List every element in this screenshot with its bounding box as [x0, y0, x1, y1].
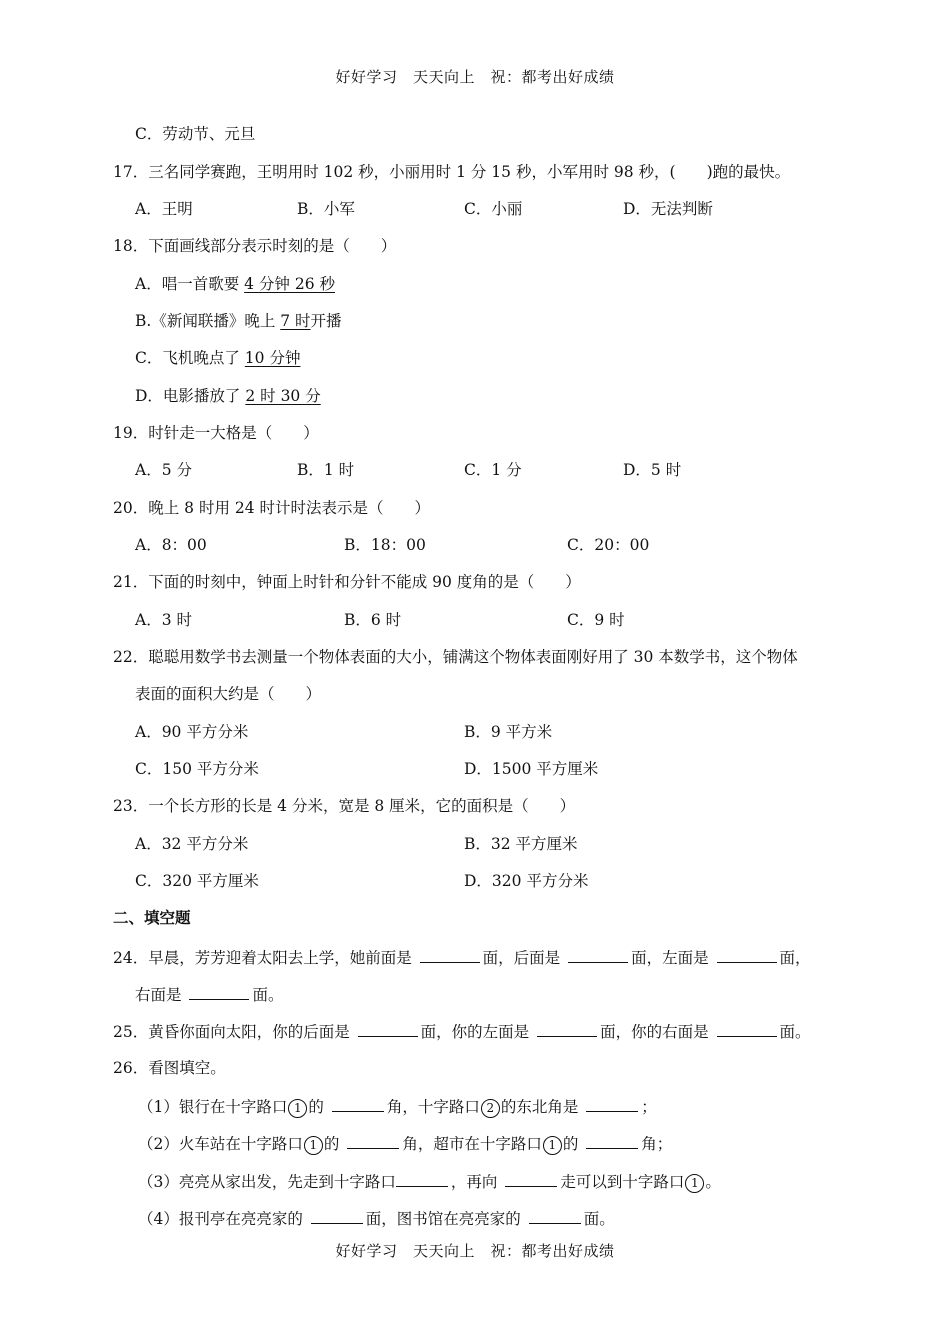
q18-option-d: [135, 386, 321, 406]
q19-option-b: B．1 时: [297, 461, 355, 479]
q22-stem-line1: 22．聪聪用数学书去测量一个物体表面的大小，铺满这个物体表面刚好用了 30 本数学书，这个物体: [113, 648, 798, 666]
q20-option-b: B．18：00: [344, 536, 426, 554]
q26-4-text-a: （4）报刊亭在亮亮家的: [138, 1210, 308, 1228]
q26-1-text-c: 角，十字路口: [386, 1098, 480, 1116]
q21-stem: 21．下面的时刻中，钟面上时针和分针不能成 90 度角的是（ ）: [113, 573, 581, 591]
q25-blank-right[interactable]: [717, 1020, 777, 1037]
q26-4-text-c: 面。: [583, 1210, 615, 1228]
q18-c-text: C．飞机晚点了: [135, 349, 245, 367]
q24-line2: [135, 983, 283, 1005]
q18-stem: 18．下面画线部分表示时刻的是（ ）: [113, 237, 397, 255]
q19-option-a: A．5 分: [135, 461, 192, 479]
q26-4-text-b: 面，图书馆在亮亮家的: [365, 1210, 526, 1228]
q24-text-6: 面。: [252, 986, 284, 1004]
q23-option-c: C．320 平方厘米: [135, 872, 259, 890]
q26-2-text-a: （2）火车站在十字路口: [138, 1135, 303, 1153]
q18-option-a: [135, 274, 335, 294]
q25-blank-back[interactable]: [358, 1020, 418, 1037]
q26-sub4: [138, 1207, 615, 1229]
q26-4-blank-2[interactable]: [529, 1207, 581, 1224]
q18-b-underlined: 7 时: [280, 312, 311, 330]
section-title-fill-in: 二、填空题: [113, 908, 191, 927]
q25-line: [113, 1020, 811, 1042]
q21-option-c: C．9 时: [567, 611, 625, 629]
q18-a-text: A．唱一首歌要: [135, 275, 245, 293]
q24-blank-front[interactable]: [420, 946, 480, 963]
q26-sub2: [138, 1132, 672, 1155]
q24-text-1: 24．早晨，芳芳迎着太阳去上学，她前面是: [113, 949, 417, 967]
q26-1-text-e: ；: [641, 1098, 657, 1116]
q26-2-blank-2[interactable]: [586, 1132, 638, 1149]
q17-option-d: D．无法判断: [623, 200, 713, 218]
q24-line1: [113, 946, 811, 968]
q22-option-b: B．9 平方米: [464, 723, 553, 741]
q26-1-text-d: 的东北角是: [500, 1098, 584, 1116]
q26-3-text-d: 。: [705, 1173, 721, 1191]
q22-option-a: A．90 平方分米: [135, 723, 249, 741]
q22-stem-line2: 表面的面积大约是（ ）: [135, 685, 322, 703]
q26-1-blank-1[interactable]: [332, 1095, 384, 1112]
q25-text-3: 面，你的右面是: [600, 1023, 714, 1041]
q26-3-text-b: ，再向: [450, 1173, 503, 1191]
q17-option-b: B．小军: [297, 200, 355, 218]
q26-stem: 26．看图填空。: [113, 1059, 226, 1077]
q19-option-c: C．1 分: [464, 461, 522, 479]
q26-3-text-a: （3）亮亮从家出发，先走到十字路口: [138, 1173, 396, 1191]
q22-option-c: C．150 平方分米: [135, 760, 259, 778]
q21-option-a: A．3 时: [135, 611, 192, 629]
q26-2-text-d: 的: [562, 1135, 584, 1153]
q18-a-underlined: 4 分钟 26 秒: [244, 275, 335, 293]
q24-blank-right[interactable]: [189, 983, 249, 1000]
q26-2-text-e: 角；: [641, 1135, 673, 1153]
q17-option-a: A．王明: [135, 200, 193, 218]
q26-2-text-c: 角，超市在十字路口: [402, 1135, 542, 1153]
q19-stem: 19．时针走一大格是（ ）: [113, 424, 319, 442]
q18-b-text-post: 开播: [310, 312, 342, 330]
q17-stem: 17．三名同学赛跑，王明用时 102 秒，小丽用时 1 分 15 秒，小军用时 98 秒，( )跑的最快。: [113, 163, 791, 181]
q24-text-5: 右面是: [135, 986, 187, 1004]
page-header: 好好学习 天天向上 祝：都考出好成绩: [335, 68, 615, 86]
q18-b-text: B.《新闻联播》晚上: [135, 312, 281, 330]
q26-1-text-b: 的: [308, 1098, 329, 1116]
q18-c-underlined: 10 分钟: [244, 349, 301, 367]
q18-d-underlined: 2 时 30 分: [245, 387, 321, 405]
q26-1-blank-2[interactable]: [586, 1095, 638, 1112]
circled-number-1: 1: [543, 1136, 562, 1155]
page-footer: 好好学习 天天向上 祝：都考出好成绩: [335, 1242, 615, 1260]
q26-2-blank-1[interactable]: [347, 1132, 399, 1149]
q20-option-a: A．8：00: [135, 536, 207, 554]
q26-1-text-a: （1）银行在十字路口: [138, 1098, 288, 1116]
q20-stem: 20．晚上 8 时用 24 时计时法表示是（ ）: [113, 499, 431, 517]
q26-3-blank-1[interactable]: [396, 1170, 448, 1187]
circled-number-1: 1: [288, 1099, 307, 1118]
q25-text-1: 25．黄昏你面向太阳，你的后面是: [113, 1023, 355, 1041]
q23-option-a: A．32 平方分米: [135, 835, 249, 853]
q21-option-b: B．6 时: [344, 611, 402, 629]
circled-number-1: 1: [685, 1174, 704, 1193]
q26-3-blank-2[interactable]: [505, 1170, 557, 1187]
q24-blank-back[interactable]: [568, 946, 628, 963]
q16-option-c: C．劳动节、元旦: [135, 125, 256, 143]
q25-text-4: 面。: [779, 1023, 811, 1041]
q23-option-d: D．320 平方分米: [464, 872, 589, 890]
q20-option-c: C．20：00: [567, 536, 650, 554]
q24-text-2: 面，后面是: [482, 949, 566, 967]
q25-text-2: 面，你的左面是: [420, 1023, 535, 1041]
q24-text-4: 面，: [779, 949, 811, 967]
q26-4-blank-1[interactable]: [311, 1207, 363, 1224]
q23-stem: 23．一个长方形的长是 4 分米，宽是 8 厘米，它的面积是（ ）: [113, 797, 576, 815]
circled-number-2: 2: [481, 1099, 500, 1118]
q23-option-b: B．32 平方厘米: [464, 835, 578, 853]
q26-3-text-c: 走可以到十字路口: [560, 1173, 685, 1191]
q24-blank-left[interactable]: [717, 946, 777, 963]
q26-sub3: [138, 1170, 721, 1193]
q26-sub1: [138, 1095, 657, 1118]
q19-option-d: D．5 时: [623, 461, 682, 479]
q18-d-text: D．电影播放了: [135, 387, 246, 405]
circled-number-1: 1: [304, 1136, 323, 1155]
q18-option-c: [135, 348, 300, 368]
q17-option-c: C．小丽: [464, 200, 523, 218]
q25-blank-left[interactable]: [537, 1020, 597, 1037]
q24-text-3: 面，左面是: [631, 949, 714, 967]
q22-option-d: D．1500 平方厘米: [464, 760, 599, 778]
q18-option-b: [135, 311, 342, 331]
q26-2-text-b: 的: [323, 1135, 345, 1153]
